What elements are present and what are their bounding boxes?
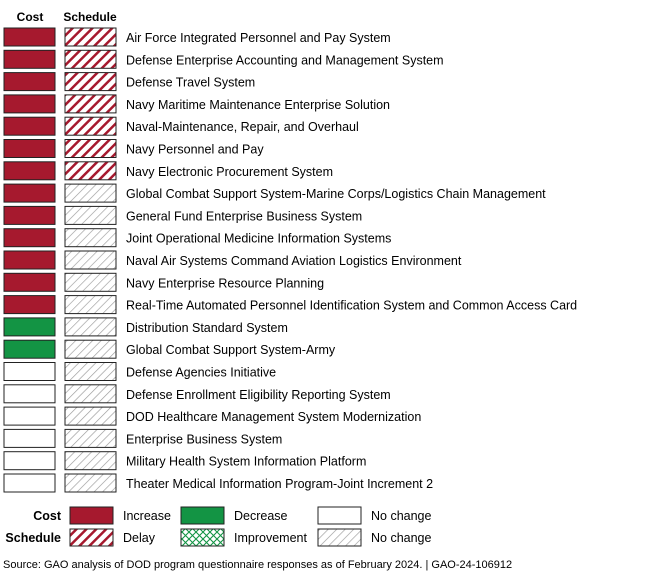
- system-name: Navy Maritime Maintenance Enterprise Solution: [126, 97, 391, 112]
- legend-swatch: [318, 507, 361, 524]
- cost-status-box: [4, 251, 55, 269]
- system-name: Defense Travel System: [126, 75, 256, 90]
- schedule-status-box: [65, 162, 116, 180]
- system-name: Navy Enterprise Resource Planning: [126, 276, 325, 291]
- cost-status-box: [4, 407, 55, 425]
- system-name: Joint Operational Medicine Information Systems: [126, 231, 392, 246]
- legend-item-label: Decrease: [234, 509, 288, 523]
- system-name: Naval-Maintenance, Repair, and Overhaul: [126, 120, 359, 135]
- schedule-status-box: [65, 251, 116, 269]
- cost-column-header: Cost: [16, 10, 44, 24]
- cost-status-box: [4, 318, 55, 336]
- table-row: [4, 363, 276, 381]
- table-row: [4, 251, 462, 269]
- cost-status-box: [4, 117, 55, 135]
- schedule-status-box: [65, 117, 116, 135]
- table-row: [4, 162, 333, 180]
- cost-status-box: [4, 229, 55, 247]
- system-name: Military Health System Information Platform: [126, 454, 367, 469]
- table-row: [4, 95, 390, 113]
- table-row: [4, 429, 282, 447]
- schedule-status-box: [65, 474, 116, 492]
- cost-status-box: [4, 206, 55, 224]
- cost-status-box: [4, 50, 55, 68]
- schedule-status-box: [65, 229, 116, 247]
- system-name: Real-Time Automated Personnel Identification System and Common Access Card: [126, 298, 578, 313]
- legend-swatch: [70, 507, 113, 524]
- system-name: DOD Healthcare Management System Modernization: [126, 410, 422, 425]
- schedule-status-box: [65, 273, 116, 291]
- system-name: Navy Electronic Procurement System: [126, 164, 334, 179]
- schedule-status-box: [65, 28, 116, 46]
- schedule-status-box: [65, 407, 116, 425]
- system-name: Defense Enrollment Eligibility Reporting System: [126, 387, 391, 402]
- cost-status-box: [4, 340, 55, 358]
- legend-item-label: Improvement: [234, 531, 307, 545]
- legend-item-label: Increase: [123, 509, 171, 523]
- cost-status-box: [4, 140, 55, 158]
- legend-item-label: Delay: [123, 531, 155, 545]
- table-row: [4, 50, 444, 68]
- legend-swatch: [181, 507, 224, 524]
- schedule-status-box: [65, 50, 116, 68]
- schedule-status-box: [65, 363, 116, 381]
- schedule-status-box: [65, 318, 116, 336]
- table-row: [4, 184, 546, 202]
- table-row: [4, 407, 421, 425]
- cost-status-box: [4, 474, 55, 492]
- table-row: [4, 340, 336, 358]
- system-name: Naval Air Systems Command Aviation Logistics Environment: [126, 254, 462, 268]
- cost-status-box: [4, 363, 55, 381]
- legend-swatch: [181, 529, 224, 546]
- cost-status-box: [4, 429, 55, 447]
- cost-status-box: [4, 73, 55, 91]
- system-name: Global Combat Support System-Marine Corps/Logistics Chain Management: [126, 187, 546, 202]
- table-row: [4, 474, 433, 492]
- system-name: Enterprise Business System: [126, 432, 283, 447]
- system-name: Distribution Standard System: [126, 320, 288, 335]
- schedule-status-box: [65, 95, 116, 113]
- table-row: [4, 28, 391, 46]
- cost-status-box: [4, 184, 55, 202]
- schedule-status-box: [65, 184, 116, 202]
- schedule-status-box: [65, 206, 116, 224]
- cost-status-box: [4, 162, 55, 180]
- cost-status-box: [4, 296, 55, 314]
- legend-schedule-label: Schedule: [5, 531, 61, 545]
- table-row: [4, 385, 391, 403]
- table-row: [4, 140, 264, 158]
- schedule-status-box: [65, 429, 116, 447]
- system-name: General Fund Enterprise Business System: [126, 209, 363, 224]
- table-row: [4, 206, 362, 224]
- table-row: [4, 73, 255, 91]
- status-rows: [4, 28, 577, 492]
- schedule-status-box: [65, 452, 116, 470]
- system-name: Defense Agencies Initiative: [126, 365, 277, 380]
- legend-swatch: [318, 529, 361, 546]
- schedule-column-header: Schedule: [63, 10, 117, 24]
- legend-cost-label: Cost: [33, 509, 61, 523]
- schedule-status-box: [65, 340, 116, 358]
- table-row: [4, 296, 577, 314]
- schedule-status-box: [65, 296, 116, 314]
- cost-status-box: [4, 28, 55, 46]
- legend: [5, 507, 431, 546]
- table-row: [4, 117, 359, 135]
- system-name: Navy Personnel and Pay: [126, 142, 264, 157]
- legend-item-label: No change: [371, 509, 432, 523]
- schedule-status-box: [65, 140, 116, 158]
- schedule-status-box: [65, 73, 116, 91]
- system-name: Air Force Integrated Personnel and Pay System: [126, 31, 391, 45]
- source-note: Source: GAO analysis of DOD program questionnaire responses as of February 2024. | GAO-24-106912: [3, 559, 513, 571]
- cost-status-box: [4, 452, 55, 470]
- table-row: [4, 452, 366, 470]
- cost-status-box: [4, 385, 55, 403]
- system-name: Global Combat Support System-Army: [126, 343, 336, 358]
- schedule-status-box: [65, 385, 116, 403]
- table-row: [4, 273, 324, 291]
- legend-item-label: No change: [371, 531, 432, 545]
- cost-status-box: [4, 273, 55, 291]
- table-row: [4, 318, 288, 336]
- legend-swatch: [70, 529, 113, 546]
- cost-status-box: [4, 95, 55, 113]
- system-name: Theater Medical Information Program-Joint Increment 2: [126, 477, 434, 491]
- table-row: [4, 229, 391, 247]
- system-name: Defense Enterprise Accounting and Management System: [126, 53, 444, 68]
